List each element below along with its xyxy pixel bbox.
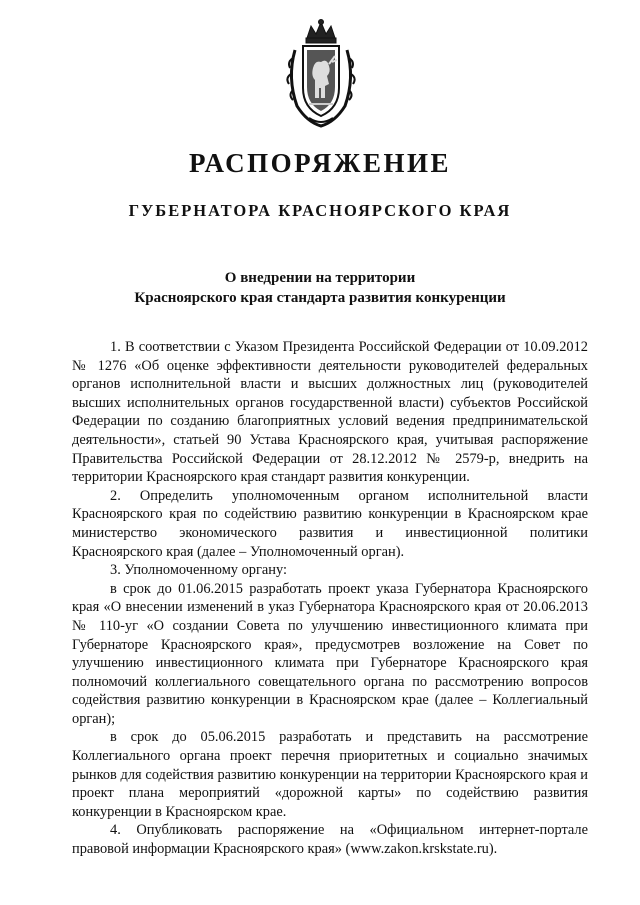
krasnoyarsk-coat-of-arms-icon: [285, 18, 357, 130]
paragraph-3-item-1: в срок до 01.06.2015 разработать проект указа Губернатора Красноярского края «О внесении изменений в указ Губернатора Красноярского края от 20.06.2013 № 110-уг «О создании Совета по улучшению инвестиционного климата при Губернаторе Красноярского края», предусмотрев возложение на Совет по улучшению инвестиционного климата при Губернаторе Красноярского края полномочий коллегиального совещательного органа по рассмотрению вопросов содействия развитию конкуренции в Красноярском крае (далее – Коллегиальный орган);: [72, 580, 588, 727]
subject-line-1: О внедрении на территории: [224, 270, 416, 286]
document-subject: [0, 268, 640, 308]
paragraph-4: 4. Опубликовать распоряжение на «Официальном интернет-портале правовой информации Красноярского края» (www.zakon.krskstate.ru).: [72, 822, 588, 858]
paragraph-1: 1. В соответствии с Указом Президента Российской Федерации от 10.09.2012 № 1276 «Об оценке эффективности деятельности руководителей федеральных органов исполнительной власти и высших должностных лиц (руководителей высших исполнительных органов государственной власти) субъектов Российской Федерации по созданию благоприятных условий ведения предпринимательской деятельности», статьей 90 Устава Красноярского края, учитывая распоряжение Правительства Российской Федерации от 28.12.2012 № 2579-р, внедрить на территории Красноярского края стандарт развития конкуренции.: [72, 339, 588, 486]
paragraph-3-item-2: в срок до 05.06.2015 разработать и представить на рассмотрение Коллегиального органа проект перечня приоритетных и социально значимых рынков для содействия развитию конкуренции на территории Красноярского края и проект плана мероприятий «дорожной карты» по содействию развития конкуренции в Красноярском крае.: [72, 729, 588, 820]
document-body: [72, 338, 588, 859]
subject-line-2: Красноярского края стандарта развития конкуренции: [134, 290, 506, 306]
document-title: РАСПОРЯЖЕНИЕ: [188, 148, 452, 178]
paragraph-2: 2. Определить уполномоченным органом исполнительной власти Красноярского края по содействию развитию конкуренции в Красноярском крае министерство экономического развития и инвестиционной политики Красноярского края (далее – Уполномоченный орган).: [72, 487, 588, 560]
issuer-subtitle: ГУБЕРНАТОРА КРАСНОЯРСКОГО КРАЯ: [128, 201, 512, 220]
paragraph-3: 3. Уполномоченному органу:: [110, 562, 287, 579]
